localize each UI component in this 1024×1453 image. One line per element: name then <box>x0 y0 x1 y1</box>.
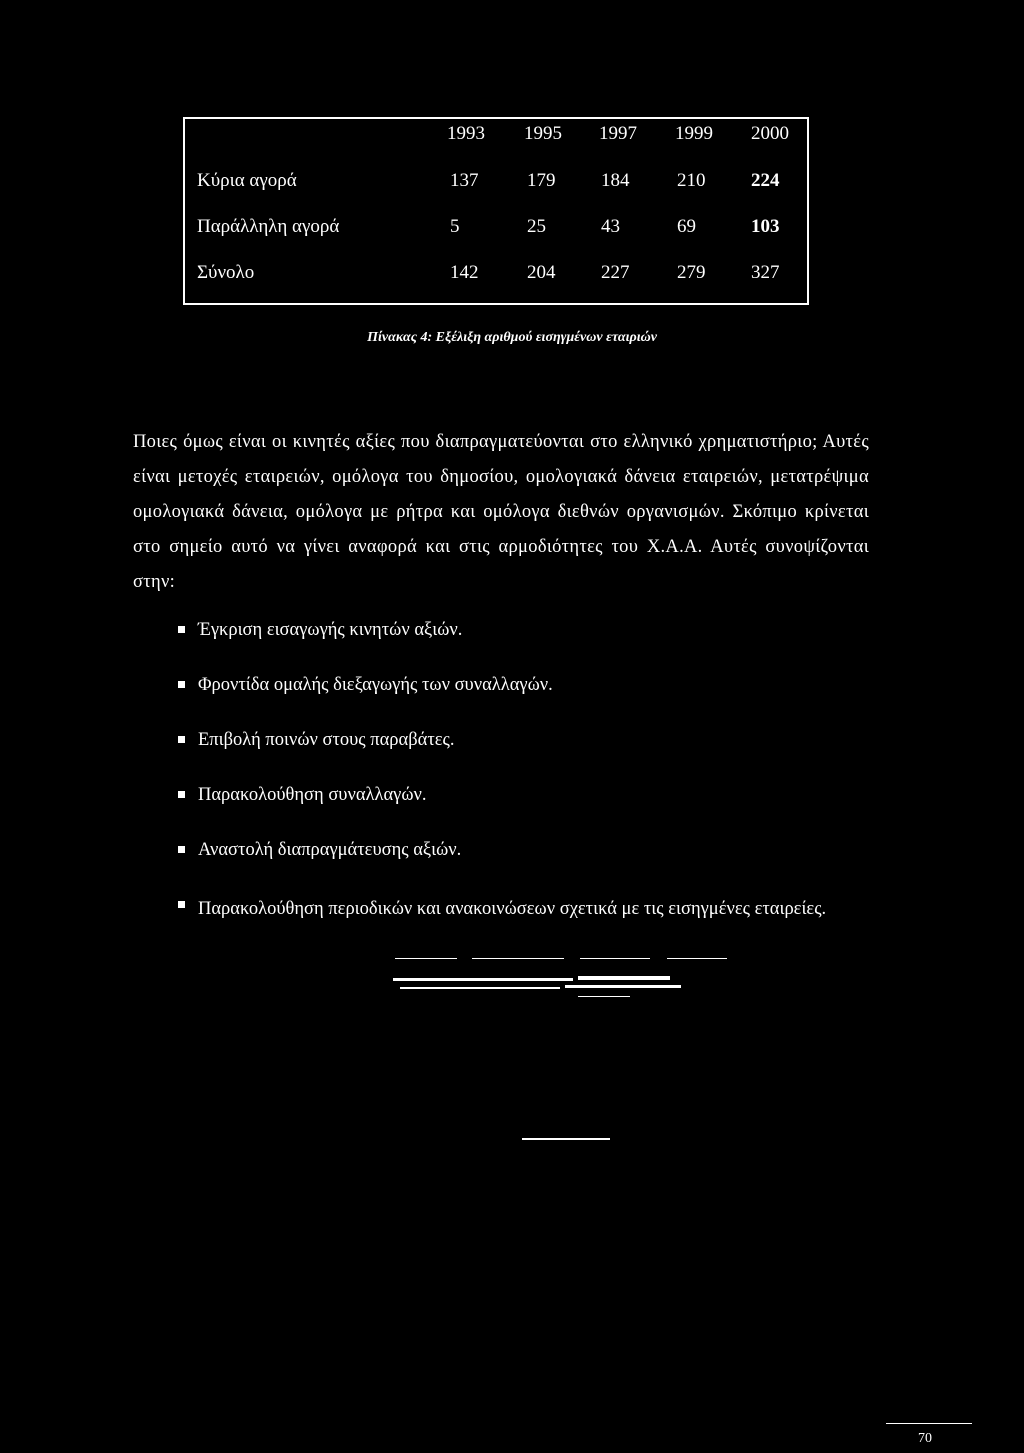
data-table <box>183 117 809 305</box>
decorative-rule <box>565 985 681 988</box>
table-cell: 184 <box>601 170 630 191</box>
decorative-rule <box>580 958 650 959</box>
table-cell: 142 <box>450 262 479 283</box>
table-cell: 5 <box>450 216 460 237</box>
list-item: Έγκριση εισαγωγής κινητών αξιών. <box>178 617 870 643</box>
list-item: Φροντίδα ομαλής διεξαγωγής των συναλλαγών. <box>178 672 870 698</box>
table-cell: 43 <box>601 216 620 237</box>
row-label: Κύρια αγορά <box>197 170 297 191</box>
table-cell: 204 <box>527 262 556 283</box>
table-cell: 327 <box>751 262 780 283</box>
table-cell: 224 <box>751 170 780 191</box>
decorative-rule <box>522 1138 610 1140</box>
table-cell: 103 <box>751 216 780 237</box>
row-label: Σύνολο <box>197 262 255 283</box>
decorative-rule <box>472 958 564 959</box>
decorative-rule <box>393 978 573 981</box>
year-header: 1995 <box>524 123 562 144</box>
bullet-icon <box>178 791 185 798</box>
bullet-list <box>178 617 870 955</box>
row-label: Παράλληλη αγορά <box>197 216 340 237</box>
table-caption: Πίνακας 4: Εξέλιξη αριθμού εισηγμένων εταιριών <box>367 330 657 345</box>
table-cell: 279 <box>677 262 706 283</box>
table-cell: 25 <box>527 216 546 237</box>
list-item: Αναστολή διαπραγμάτευσης αξιών. <box>178 837 870 863</box>
page-number-rule <box>886 1423 972 1424</box>
table-cell: 69 <box>677 216 696 237</box>
list-item: Επιβολή ποινών στους παραβάτες. <box>178 727 870 753</box>
table-cell: 210 <box>677 170 706 191</box>
decorative-rule <box>400 987 560 989</box>
bullet-icon <box>178 626 185 633</box>
table-cell: 227 <box>601 262 630 283</box>
year-header: 1999 <box>675 123 713 144</box>
list-item: Παρακολούθηση συναλλαγών. <box>178 782 870 808</box>
page-number: 70 <box>918 1431 932 1446</box>
table-cell: 137 <box>450 170 479 191</box>
list-item: Παρακολούθηση περιοδικών και ανακοινώσεων σχετικά με τις εισηγμένες εταιρείες. <box>178 892 870 926</box>
decorative-rule <box>578 996 630 997</box>
decorative-rule <box>578 976 670 980</box>
year-header: 1993 <box>447 123 485 144</box>
body-paragraph: Ποιες όμως είναι οι κινητές αξίες που διαπραγματεύονται στο ελληνικό χρηματιστήριο; Αυτές είναι μετοχές εταιρειών, ομόλογα του δημοσίου, ομολογιακά δάνεια εταιρειών, μετατρέψιμα ομολογιακά δάνεια, ομόλογα με ρήτρα και ομόλογα διεθνών οργανισμών. Σκόπιμο κρίνεται στο σημείο αυτό να γίνει αναφορά και στις αρμοδιότητες του Χ.Α.Α. Αυτές συνοψίζονται στην: <box>133 432 869 592</box>
year-header: 2000 <box>751 123 789 144</box>
bullet-icon <box>178 901 185 908</box>
decorative-rule <box>395 958 457 959</box>
bullet-icon <box>178 681 185 688</box>
table-cell: 179 <box>527 170 556 191</box>
bullet-icon <box>178 846 185 853</box>
bullet-icon <box>178 736 185 743</box>
decorative-rule <box>667 958 727 959</box>
year-header: 1997 <box>599 123 637 144</box>
